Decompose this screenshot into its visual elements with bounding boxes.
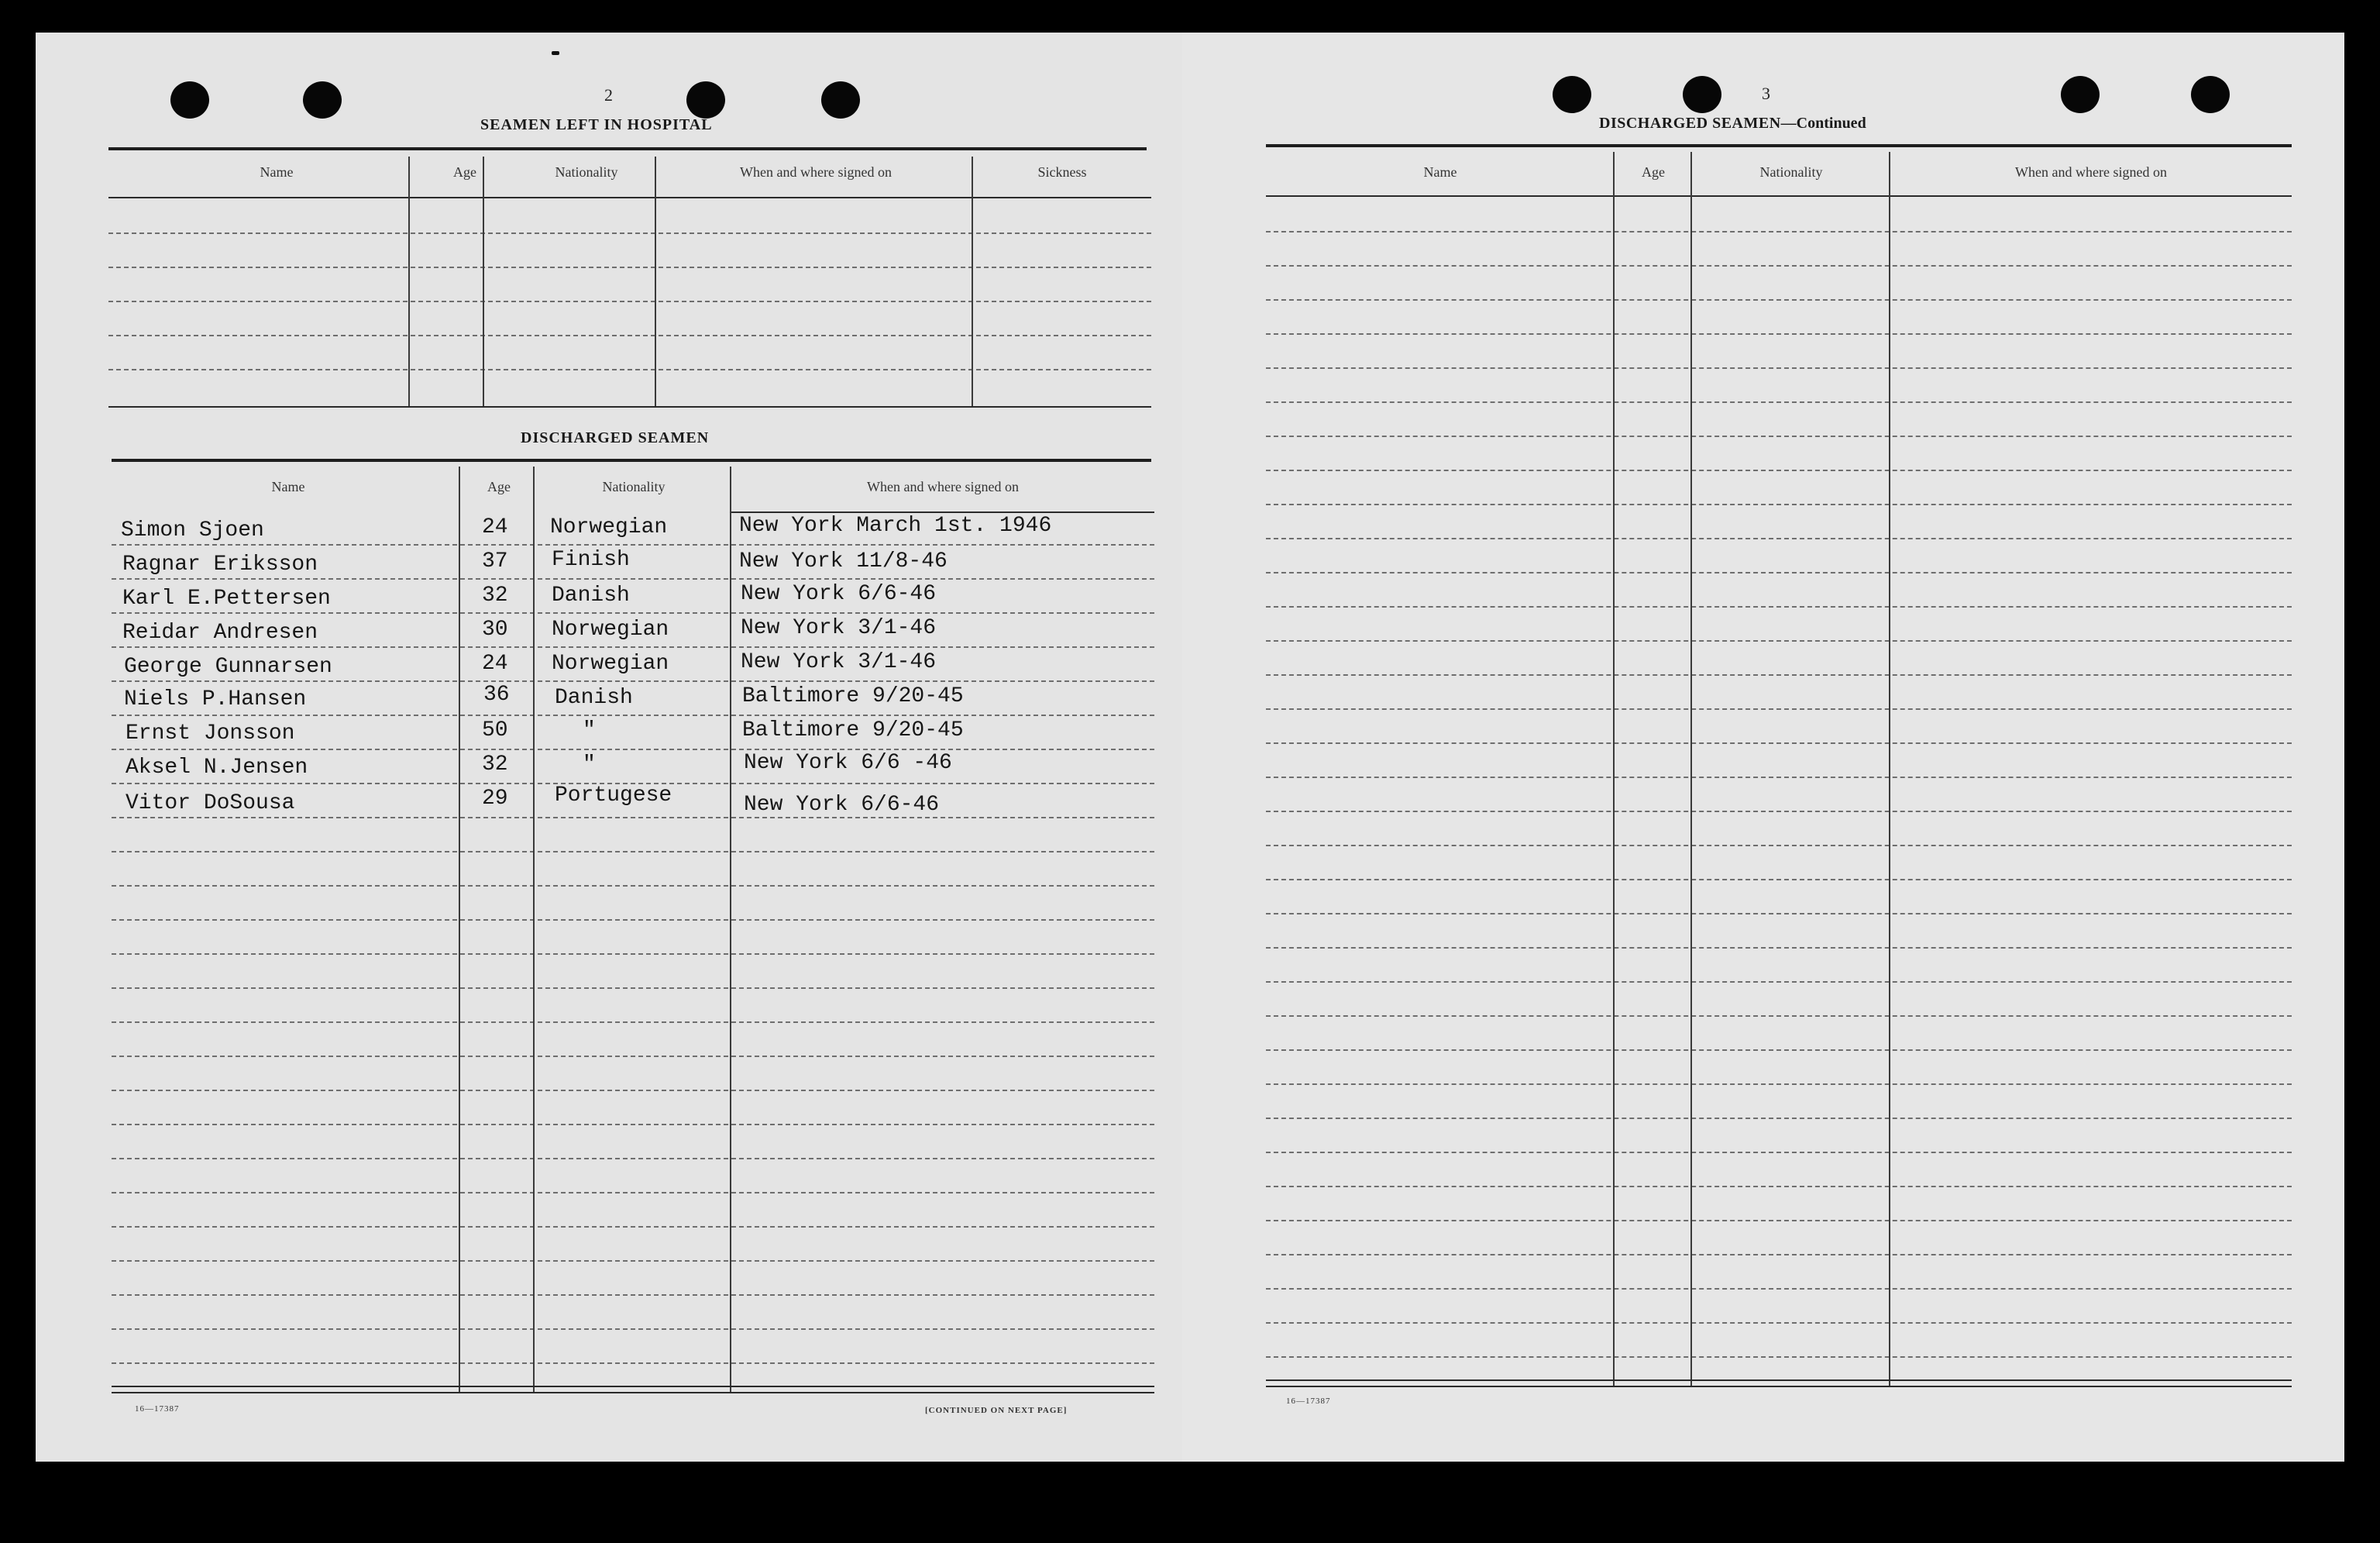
ruled-line (1266, 265, 2292, 267)
ruled-line (1266, 538, 2292, 539)
ruled-line (112, 1090, 1154, 1091)
col-header-signed-on: When and where signed on (867, 479, 1019, 494)
ruled-line (1266, 1254, 2292, 1255)
punch-hole (170, 81, 209, 119)
seaman-name: Reidar Andresen (122, 621, 318, 645)
seaman-age: 50 (482, 718, 508, 742)
ruled-line (1266, 1015, 2292, 1017)
seaman-age: 29 (482, 787, 508, 811)
ruled-line (112, 715, 1154, 716)
ruled-line (1266, 1152, 2292, 1153)
discharged-section-title: DISCHARGED SEAMEN (521, 429, 710, 446)
ruled-line (112, 1260, 1154, 1262)
header-rule (108, 197, 1151, 198)
ruled-line (112, 953, 1154, 955)
seaman-age: 32 (482, 753, 508, 777)
column-divider (1613, 152, 1615, 1387)
ruled-line (1266, 1288, 2292, 1290)
ruled-line (1266, 606, 2292, 608)
punch-hole (686, 81, 725, 119)
ruled-line (1266, 231, 2292, 232)
ruled-line (1266, 504, 2292, 505)
seaman-name: Vitor DoSousa (126, 791, 295, 815)
section-title-text: DISCHARGED SEAMEN (1599, 115, 1781, 132)
hospital-section-title: SEAMEN LEFT IN HOSPITAL (480, 116, 713, 133)
section-title-suffix: —Continued (1780, 115, 1866, 132)
ruled-line (112, 1021, 1154, 1023)
ruled-line (1266, 470, 2292, 471)
col-header-name: Name (271, 479, 305, 494)
ruled-line (112, 578, 1154, 580)
ruled-line (1266, 1356, 2292, 1358)
ruled-line (112, 1362, 1154, 1364)
ruled-line (1266, 674, 2292, 676)
left-page (36, 33, 1184, 1462)
ruled-line (1266, 811, 2292, 812)
ruled-line (112, 1124, 1154, 1125)
header-rule (731, 511, 1154, 513)
ruled-line (112, 1158, 1154, 1159)
punch-hole (821, 81, 860, 119)
punch-hole (1683, 76, 1721, 113)
seaman-signed-on: New York 3/1-46 (741, 650, 937, 674)
ruled-line (108, 232, 1151, 234)
ruled-line (108, 301, 1151, 302)
ruled-line (112, 851, 1154, 852)
col-header-signed-on: When and where signed on (2015, 164, 2167, 180)
seaman-nationality: Norwegian (550, 515, 668, 539)
column-divider (459, 467, 460, 1393)
form-number: 16—17387 (1286, 1397, 1331, 1406)
seaman-signed-on: New York March 1st. 1946 (739, 514, 1052, 538)
ruled-line (1266, 981, 2292, 983)
col-header-nationality: Nationality (1759, 164, 1823, 180)
col-header-age: Age (487, 479, 511, 494)
seaman-signed-on: New York 11/8-46 (739, 549, 948, 573)
seaman-age: 24 (482, 515, 508, 539)
seaman-name: Niels P.Hansen (124, 687, 307, 711)
ruled-line (108, 335, 1151, 336)
seaman-age: 30 (482, 618, 508, 642)
ruled-line (1266, 436, 2292, 437)
ruled-line (112, 544, 1154, 546)
seaman-nationality: Danish (552, 584, 630, 608)
seaman-nationality: Danish (555, 686, 633, 710)
ruled-line (1266, 947, 2292, 949)
col-header-nationality: Nationality (602, 479, 666, 494)
column-divider (533, 467, 535, 1393)
ruled-line (1266, 1186, 2292, 1187)
col-header-sickness: Sickness (1037, 164, 1087, 180)
continued-note: [CONTINUED ON NEXT PAGE] (925, 1406, 1068, 1415)
column-divider (483, 157, 484, 406)
column-divider (972, 157, 973, 406)
seaman-signed-on: Baltimore 9/20-45 (742, 684, 964, 708)
seaman-nationality: Finish (552, 548, 630, 572)
seaman-name: George Gunnarsen (124, 655, 332, 679)
form-number: 16—17387 (135, 1404, 180, 1414)
ruled-line (112, 919, 1154, 921)
column-divider (1690, 152, 1692, 1387)
col-header-nationality: Nationality (555, 164, 618, 180)
ruled-line (112, 817, 1154, 818)
seaman-signed-on: Baltimore 9/20-45 (742, 718, 964, 742)
column-divider (408, 157, 410, 406)
ruled-line (1266, 879, 2292, 880)
seaman-age: 36 (483, 683, 510, 707)
seaman-age: 24 (482, 652, 508, 676)
seaman-signed-on: New York 6/6-46 (744, 793, 940, 817)
seaman-name: Simon Sjoen (121, 518, 264, 542)
seaman-nationality: Norwegian (552, 618, 669, 642)
ruled-line (1266, 742, 2292, 744)
seaman-signed-on: New York 6/6-46 (741, 582, 937, 606)
col-header-name: Name (260, 164, 294, 180)
table-top-rule (108, 147, 1147, 150)
ruled-line (1266, 708, 2292, 710)
seaman-nationality: Portugese (555, 784, 672, 808)
table-top-rule (112, 459, 1151, 462)
table-bottom-rule (112, 1386, 1154, 1387)
punch-hole (2061, 76, 2100, 113)
ruled-line (112, 1294, 1154, 1296)
punch-hole (1553, 76, 1591, 113)
seaman-nationality: " (583, 753, 596, 777)
punch-hole (303, 81, 342, 119)
ruled-line (1266, 845, 2292, 846)
ruled-line (1266, 913, 2292, 914)
column-divider (1889, 152, 1890, 1387)
page-number: 2 (604, 85, 613, 105)
seaman-age: 37 (482, 549, 508, 573)
col-header-age: Age (1642, 164, 1665, 180)
seaman-signed-on: New York 3/1-46 (741, 616, 937, 640)
seaman-signed-on: New York 6/6 -46 (744, 751, 952, 775)
table-bottom-rule (1266, 1379, 2292, 1381)
punch-hole (2191, 76, 2230, 113)
col-header-age: Age (453, 164, 476, 180)
seaman-nationality: " (583, 718, 596, 742)
ruled-line (112, 680, 1154, 682)
continued-section-title (1599, 115, 1866, 133)
seaman-name: Aksel N.Jensen (126, 756, 308, 780)
seaman-age: 32 (482, 584, 508, 608)
table-top-rule (1266, 144, 2292, 147)
ruled-line (108, 267, 1151, 268)
page-number: 3 (1762, 84, 1770, 103)
table-bottom-rule (112, 1392, 1154, 1393)
ruled-line (1266, 367, 2292, 369)
ruled-line (112, 987, 1154, 989)
ruled-line (1266, 401, 2292, 403)
ruled-line (1266, 572, 2292, 573)
ruled-line (112, 749, 1154, 750)
right-page (1182, 33, 2344, 1462)
ink-mark (552, 51, 559, 55)
ruled-line (112, 1192, 1154, 1193)
seaman-name: Ernst Jonsson (126, 722, 295, 746)
ruled-line (1266, 333, 2292, 335)
ruled-line (1266, 1083, 2292, 1085)
table-bottom-rule (1266, 1386, 2292, 1387)
seaman-name: Ragnar Eriksson (122, 553, 318, 577)
column-divider (655, 157, 656, 406)
ruled-line (1266, 1322, 2292, 1324)
ruled-line (112, 1056, 1154, 1057)
ruled-line (112, 646, 1154, 648)
ruled-line (1266, 640, 2292, 642)
column-divider (730, 467, 731, 1393)
col-header-signed-on: When and where signed on (740, 164, 892, 180)
ruled-line (108, 369, 1151, 370)
seaman-name: Karl E.Pettersen (122, 587, 331, 611)
ruled-line (112, 612, 1154, 614)
table-bottom-rule (108, 406, 1151, 408)
ruled-line (1266, 1220, 2292, 1221)
ruled-line (1266, 1118, 2292, 1119)
ruled-line (1266, 1049, 2292, 1051)
col-header-name: Name (1423, 164, 1457, 180)
ruled-line (1266, 777, 2292, 778)
ruled-line (1266, 299, 2292, 301)
ruled-line (112, 1328, 1154, 1330)
ruled-line (112, 885, 1154, 887)
header-rule (1266, 195, 2292, 197)
ruled-line (112, 1226, 1154, 1228)
seaman-nationality: Norwegian (552, 652, 669, 676)
